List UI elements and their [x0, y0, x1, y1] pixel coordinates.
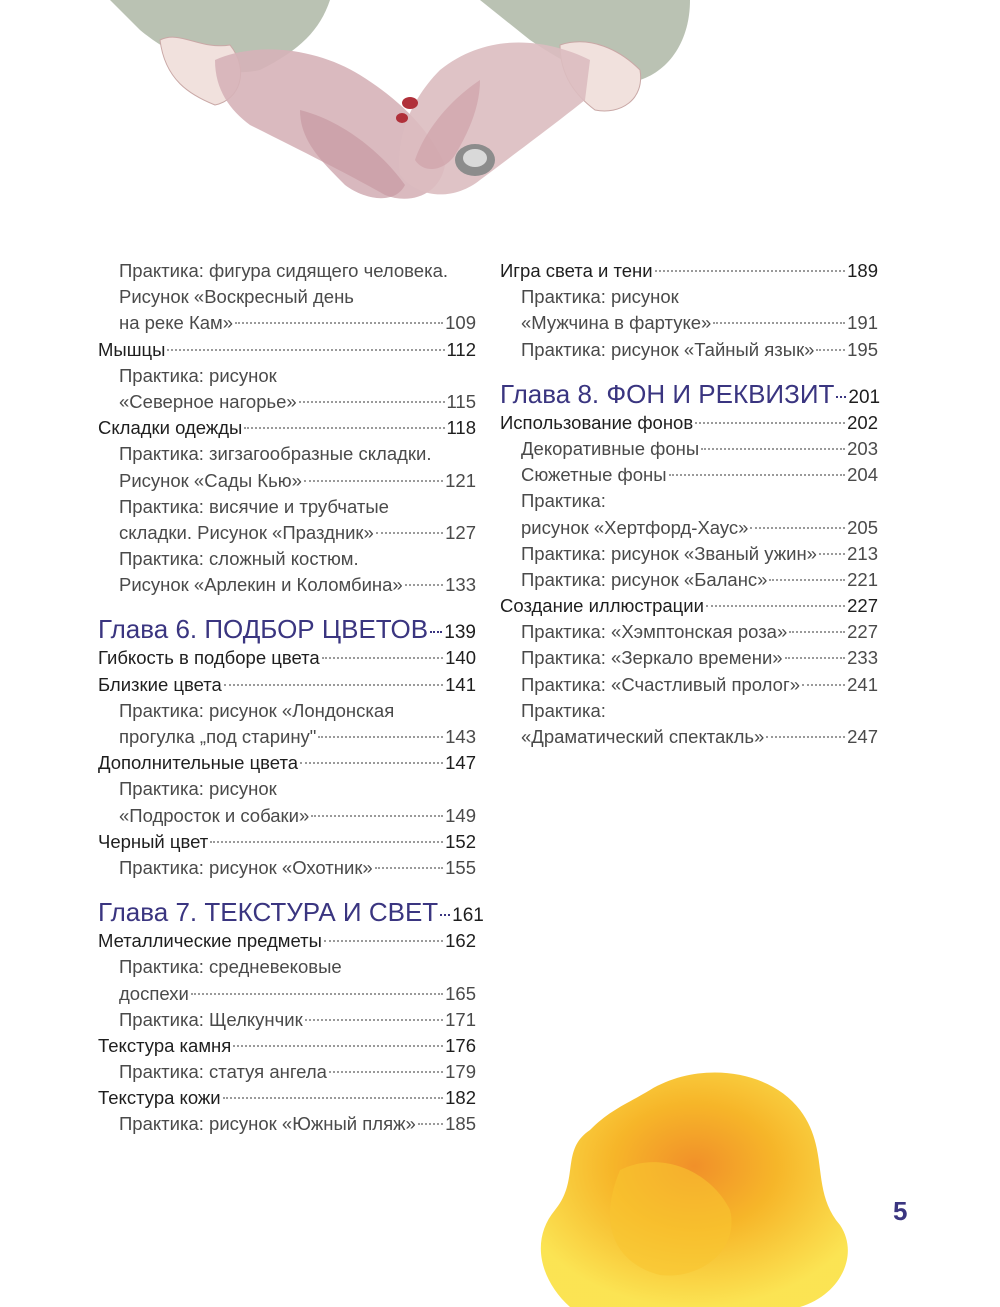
dot-leader	[440, 914, 450, 916]
toc-entry-title: Близкие цвета	[98, 673, 222, 695]
toc-entry-title: Создание иллюстрации	[500, 595, 704, 617]
toc-page-number: 109	[445, 312, 476, 334]
toc-entry	[500, 462, 878, 488]
toc-entry	[500, 488, 878, 514]
chapter-heading	[98, 894, 484, 930]
toc-entry-title: Черный цвет	[98, 830, 209, 852]
watercolor-splash	[500, 1050, 900, 1307]
dot-leader	[244, 427, 444, 429]
toc-entry-title: Практика: сложный костюм.	[119, 548, 359, 570]
toc-entry-title: Мышцы	[98, 338, 166, 360]
toc-entry	[98, 928, 476, 954]
dot-leader	[789, 631, 845, 633]
toc-page-number: 233	[847, 647, 878, 669]
toc-entry-title: рисунок «Хертфорд-Хаус»	[521, 516, 749, 538]
toc-entry-title: «Северное нагорье»	[119, 390, 297, 412]
toc-entry	[500, 337, 878, 363]
toc-entry	[98, 494, 476, 520]
toc-page-number: 202	[847, 411, 878, 433]
toc-entry	[98, 724, 476, 750]
dot-leader	[816, 349, 845, 351]
toc-left-column	[98, 258, 484, 1138]
dot-leader	[669, 474, 846, 476]
toc-entry-title: Гибкость в подборе цвета	[98, 647, 320, 669]
dot-leader	[235, 322, 443, 324]
toc-entry	[98, 698, 476, 724]
toc-entry	[98, 803, 476, 829]
toc-entry-title: Практика: «Хэмптонская роза»	[521, 621, 788, 643]
toc-page-number: 176	[445, 1034, 476, 1056]
dot-leader	[304, 480, 443, 482]
toc-entry	[500, 284, 878, 310]
toc-entry	[500, 515, 878, 541]
toc-page-number: 112	[446, 338, 476, 360]
dot-leader	[210, 841, 443, 843]
dot-leader	[299, 401, 445, 403]
toc-entry	[500, 619, 878, 645]
toc-page-number: 149	[445, 804, 476, 826]
toc-entry-title: Сюжетные фоны	[521, 464, 667, 486]
toc-entry-title: Рисунок «Воскресный день	[119, 286, 354, 308]
toc-page-number: 227	[847, 621, 878, 643]
toc-page-number: 140	[445, 647, 476, 669]
toc-entry	[98, 645, 476, 671]
toc-page-number: 189	[847, 260, 878, 281]
toc-page-number: 179	[445, 1061, 476, 1083]
toc-entry-title: Рисунок «Сады Кью»	[119, 469, 302, 491]
dot-leader	[224, 684, 443, 686]
toc-page-number: 247	[847, 726, 878, 747]
toc-entry	[98, 310, 476, 336]
dot-leader	[802, 684, 845, 686]
toc-entry-title: Складки одежды	[98, 417, 243, 439]
dot-leader	[305, 1019, 443, 1021]
toc-entry	[500, 410, 878, 436]
dot-leader	[785, 657, 846, 659]
dot-leader	[706, 605, 845, 607]
toc-page-number: 147	[445, 752, 476, 774]
toc-entry-title: Текстура кожи	[98, 1087, 221, 1109]
toc-entry	[98, 441, 476, 467]
toc-entry-title: Игра света и тени	[500, 260, 653, 281]
toc-entry	[98, 776, 476, 802]
toc-page-number: 141	[445, 673, 476, 695]
toc-entry-title: Дополнительные цвета	[98, 752, 299, 774]
dot-leader	[695, 422, 845, 424]
toc-entry	[500, 593, 878, 619]
dot-leader	[701, 448, 845, 450]
toc-page-number: 182	[445, 1087, 476, 1109]
dot-leader	[167, 349, 444, 351]
toc-page-number: 204	[847, 464, 878, 486]
dot-leader	[300, 762, 443, 764]
dot-leader	[223, 1097, 443, 1099]
toc-page-number: 133	[445, 574, 476, 596]
dot-leader	[324, 940, 443, 942]
toc-entry	[98, 750, 476, 776]
dot-leader	[430, 631, 442, 633]
toc-entry-title: «Драматический спектакль»	[521, 726, 765, 747]
toc-entry-title: Практика: рисунок «Званый ужин»	[521, 542, 817, 564]
toc-entry-title: Глава 6. ПОДБОР ЦВЕТОВ	[98, 614, 429, 645]
toc-entry	[98, 672, 476, 698]
toc-entry-title: Практика: средневековые	[119, 956, 342, 978]
toc-page-number: 195	[847, 338, 878, 360]
dot-leader	[191, 993, 443, 995]
toc-page-number: 121	[445, 469, 476, 491]
toc-entry-title: Практика: рисунок «Охотник»	[119, 856, 373, 878]
toc-entry	[98, 389, 476, 415]
toc-entry	[98, 572, 476, 598]
toc-entry-title: Практика:	[521, 699, 606, 721]
toc-entry	[98, 520, 476, 546]
chapter-heading	[500, 376, 881, 412]
dot-leader	[375, 867, 443, 869]
toc-entry	[98, 337, 476, 363]
toc-entry	[500, 645, 878, 671]
toc-entry	[98, 546, 476, 572]
toc-entry-title: складки. Рисунок «Праздник»	[119, 521, 374, 543]
toc-entry-title: Практика: рисунок	[521, 286, 679, 308]
toc-entry-title: на реке Кам»	[119, 312, 234, 334]
toc-entry	[98, 258, 476, 284]
toc-entry-title: «Подросток и собаки»	[119, 804, 310, 826]
toc-page-number: 221	[847, 568, 878, 590]
dot-leader	[311, 815, 443, 817]
chapter-heading	[98, 611, 476, 647]
toc-entry	[98, 1033, 476, 1059]
toc-entry-title: Практика: фигура сидящего человека.	[119, 260, 449, 281]
dot-leader	[376, 532, 443, 534]
toc-entry-title: Рисунок «Арлекин и Коломбина»	[119, 574, 403, 596]
toc-entry-title: Текстура камня	[98, 1034, 232, 1056]
dot-leader	[233, 1045, 443, 1047]
toc-entry-title: доспехи	[119, 982, 189, 1004]
toc-entry-title: прогулка „под старину"	[119, 726, 317, 747]
toc-entry-title: «Мужчина в фартуке»	[521, 312, 712, 334]
toc-entry	[98, 468, 476, 494]
toc-entry	[98, 981, 476, 1007]
toc-page-number: 162	[445, 930, 476, 952]
toc-entry-title: Практика: рисунок	[119, 364, 277, 386]
toc-entry-title: Практика: «Счастливый пролог»	[521, 673, 800, 695]
toc-entry-title: Декоративные фоны	[521, 437, 700, 459]
toc-entry-title: Практика: рисунок «Баланс»	[521, 568, 768, 590]
dot-leader	[769, 579, 845, 581]
toc-page-number: 203	[847, 437, 878, 459]
dot-leader	[655, 270, 846, 272]
dot-leader	[322, 657, 443, 659]
toc-page-number: 161	[452, 905, 484, 927]
toc-entry	[500, 541, 878, 567]
toc-page-number: 201	[848, 386, 881, 408]
toc-right-column	[500, 258, 881, 750]
dot-leader	[418, 1123, 443, 1125]
dot-leader	[836, 396, 846, 398]
dot-leader	[713, 322, 845, 324]
toc-entry-title: Металлические предметы	[98, 930, 322, 952]
dot-leader	[329, 1071, 443, 1073]
toc-entry-title: Практика: статуя ангела	[119, 1061, 327, 1083]
dot-leader	[405, 584, 443, 586]
toc-entry-title: Практика: рисунок «Лондонская	[119, 699, 395, 721]
toc-page-number: 205	[847, 516, 878, 538]
dot-leader	[318, 736, 443, 738]
toc-entry	[500, 436, 878, 462]
toc-page-number: 213	[847, 542, 878, 564]
dot-leader	[766, 736, 845, 738]
toc-entry	[500, 310, 878, 336]
toc-entry-title: Практика: «Зеркало времени»	[521, 647, 783, 669]
toc-entry	[98, 1007, 476, 1033]
hands-illustration	[0, 0, 1000, 240]
toc-page-number: 241	[847, 673, 878, 695]
toc-entry	[98, 829, 476, 855]
toc-entry	[98, 284, 476, 310]
toc-entry-title: Использование фонов	[500, 411, 694, 433]
toc-page-number: 115	[446, 390, 476, 412]
toc-entry	[500, 567, 878, 593]
toc-page-number: 165	[445, 982, 476, 1004]
toc-page-number: 139	[444, 622, 476, 644]
toc-entry	[98, 1059, 476, 1085]
toc-entry	[98, 1085, 476, 1111]
toc-page-number: 118	[446, 417, 476, 439]
toc-entry	[98, 415, 476, 441]
dot-leader	[819, 553, 845, 555]
toc-entry	[98, 954, 476, 980]
toc-page-number: 143	[445, 726, 476, 747]
toc-entry	[500, 698, 878, 724]
toc-entry	[500, 724, 878, 750]
toc-entry-title: Практика: висячие и трубчатые	[119, 495, 389, 517]
toc-entry	[500, 258, 878, 284]
toc-entry	[98, 855, 476, 881]
toc-entry-title: Практика: Щелкунчик	[119, 1008, 303, 1030]
toc-page-number: 191	[847, 312, 878, 334]
toc-entry	[500, 672, 878, 698]
toc-page-number: 152	[445, 830, 476, 852]
toc-entry-title: Глава 8. ФОН И РЕКВИЗИТ	[500, 378, 835, 409]
toc-page-number: 227	[847, 595, 878, 617]
toc-entry-title: Практика: рисунок «Тайный язык»	[521, 338, 815, 360]
toc-entry	[98, 363, 476, 389]
toc-page-number: 185	[445, 1113, 476, 1135]
toc-page-number: 171	[445, 1008, 476, 1030]
toc-entry-title: Практика: рисунок	[119, 778, 277, 800]
toc-page-number: 155	[445, 856, 476, 878]
toc-entry-title: Глава 7. ТЕКСТУРА И СВЕТ	[98, 897, 439, 928]
toc-entry-title: Практика:	[521, 490, 606, 512]
page-number: 5	[893, 1196, 908, 1226]
toc-page-number: 127	[445, 521, 476, 543]
dot-leader	[750, 527, 845, 529]
toc-entry-title: Практика: рисунок «Южный пляж»	[119, 1113, 416, 1135]
toc-entry	[98, 1111, 476, 1137]
toc-entry-title: Практика: зигзагообразные складки.	[119, 443, 432, 465]
